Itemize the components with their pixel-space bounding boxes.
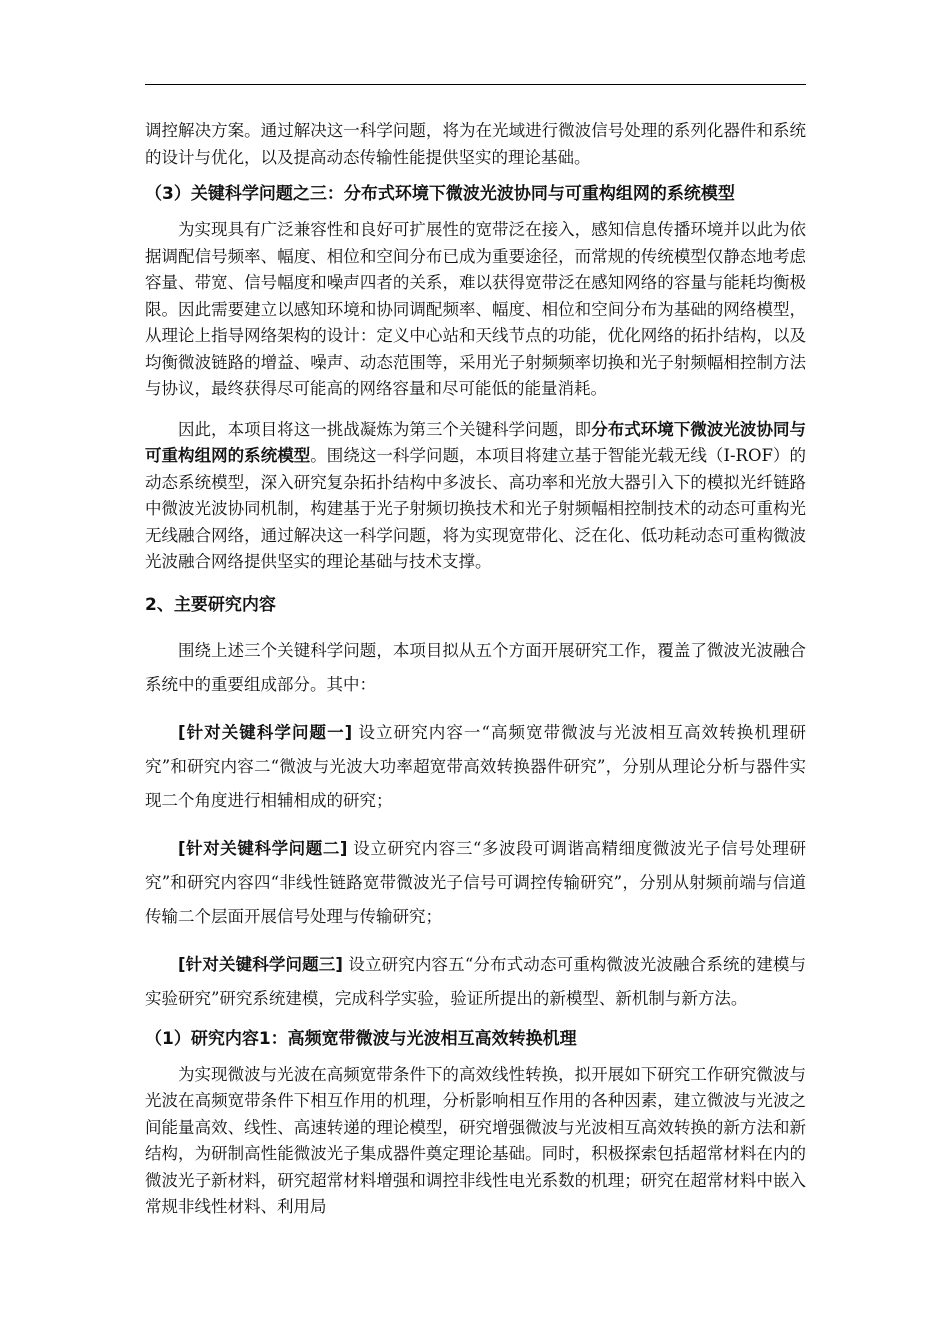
paragraph-intro-end: 调控解决方案。通过解决这一科学问题，将为在光域进行微波信号处理的系列化器件和系统的设计与优化，以及提高动态传输性能提供坚实的理论基础。 xyxy=(145,121,806,167)
paragraph-kq3-summary xyxy=(145,417,806,576)
kq-item-label: [针对关键科学问题三] xyxy=(178,954,343,974)
paragraph-kq3-body: 为实现具有广泛兼容性和良好可扩展性的宽带泛在接入，感知信息传播环境并以此为依据调配信号频率、幅度、相位和空间分布已成为重要途径，而常规的传统模型仅静态地考虑容量、带宽、信号幅度和噪声四者的关系，难以获得宽带泛在感知网络的容量与能耗均衡极限。因此需要建立以感知环境和协同调配频率、幅度、相位和空间分布为基础的网络模型，从理论上指导网络架构的设计：定义中心站和天线节点的功能，优化网络的拓扑结构，以及均衡微波链路的增益、噪声、动态范围等，采用光子射频频率切换和光子射频幅相控制方法与协议，最终获得尽可能高的网络容量和尽可能低的能量消耗。 xyxy=(145,220,806,398)
kq-item xyxy=(145,716,806,818)
header-rule xyxy=(145,84,806,85)
heading-section-2: 2、主要研究内容 xyxy=(145,594,276,615)
kq-item-text: 设立研究内容三“多波段可调谐高精细度微波光子信号处理研究”和研究内容四“非线性链路宽带微波光子信号可调控传输研究”，分别从射频前端与信道传输二个层面开展信号处理与传输研究； xyxy=(145,838,806,926)
paragraph-research-content-1: 为实现微波与光波在高频宽带条件下的高效线性转换，拟开展如下研究工作研究微波与光波在高频宽带条件下相互作用的机理，分析影响相互作用的各种因素，建立微波与光波之间能量高效、线性、高速转递的理论模型，研究增强微波与光波相互高效转换的新方法和新结构，为研制高性能微波光子集成器件奠定理论基础。同时，积极探索包括超常材料在内的微波光子新材料，研究超常材料增强和调控非线性电光系数的机理；研究在超常材料中嵌入常规非线性材料、利用局 xyxy=(145,1064,806,1216)
kq-item-text: 设立研究内容一“高频宽带微波与光波相互高效转换机理研究”和研究内容二“微波与光波大功率超宽带高效转换器件研究”，分别从理论分析与器件实现二个角度进行相辅相成的研究； xyxy=(145,722,806,810)
kq3-summary-pre: 因此，本项目将这一挑战凝炼为第三个关键科学问题，即 xyxy=(178,419,592,439)
heading-key-question-3: （3）关键科学问题之三：分布式环境下微波光波协同与可重构组网的系统模型 xyxy=(145,184,735,204)
kq3-summary-bold: 分布式环境下微波光波协同与可重构组网的系统模型 xyxy=(145,419,807,465)
kq-item-text: 设立研究内容五“分布式动态可重构微波光波融合系统的建模与实验研究”研究系统建模，完成科学实验，验证所提出的新模型、新机制与新方法。 xyxy=(145,954,807,1008)
page-content xyxy=(145,118,806,1221)
heading-research-content-1: （1）研究内容1：高频宽带微波与光波相互高效转换机理 xyxy=(145,1028,577,1049)
paragraph-section-2-intro: 围绕上述三个关键科学问题，本项目拟从五个方面开展研究工作，覆盖了微波光波融合系统中的重要组成部分。其中： xyxy=(145,640,806,694)
kq-item xyxy=(145,832,806,934)
kq-item-label: [针对关键科学问题二] xyxy=(178,838,348,858)
section-2-block xyxy=(145,634,806,1016)
kq-item-label: [针对关键科学问题一] xyxy=(178,722,353,742)
kq3-summary-post: 。围绕这一科学问题，本项目将建立基于智能光载无线（I-ROF）的动态系统模型，深入研究复杂拓扑结构中多波长、高功率和光放大器引入下的模拟光纤链路中微波光波协同机制，构建基于光子射频切换技术和光子射频幅相控制技术的动态可重构光无线融合网络，通过解决这一科学问题，将为实现宽带化、泛在化、低功耗动态可重构微波光波融合网络提供坚实的理论基础与技术支撑。 xyxy=(145,446,807,571)
kq-item xyxy=(145,948,806,1016)
